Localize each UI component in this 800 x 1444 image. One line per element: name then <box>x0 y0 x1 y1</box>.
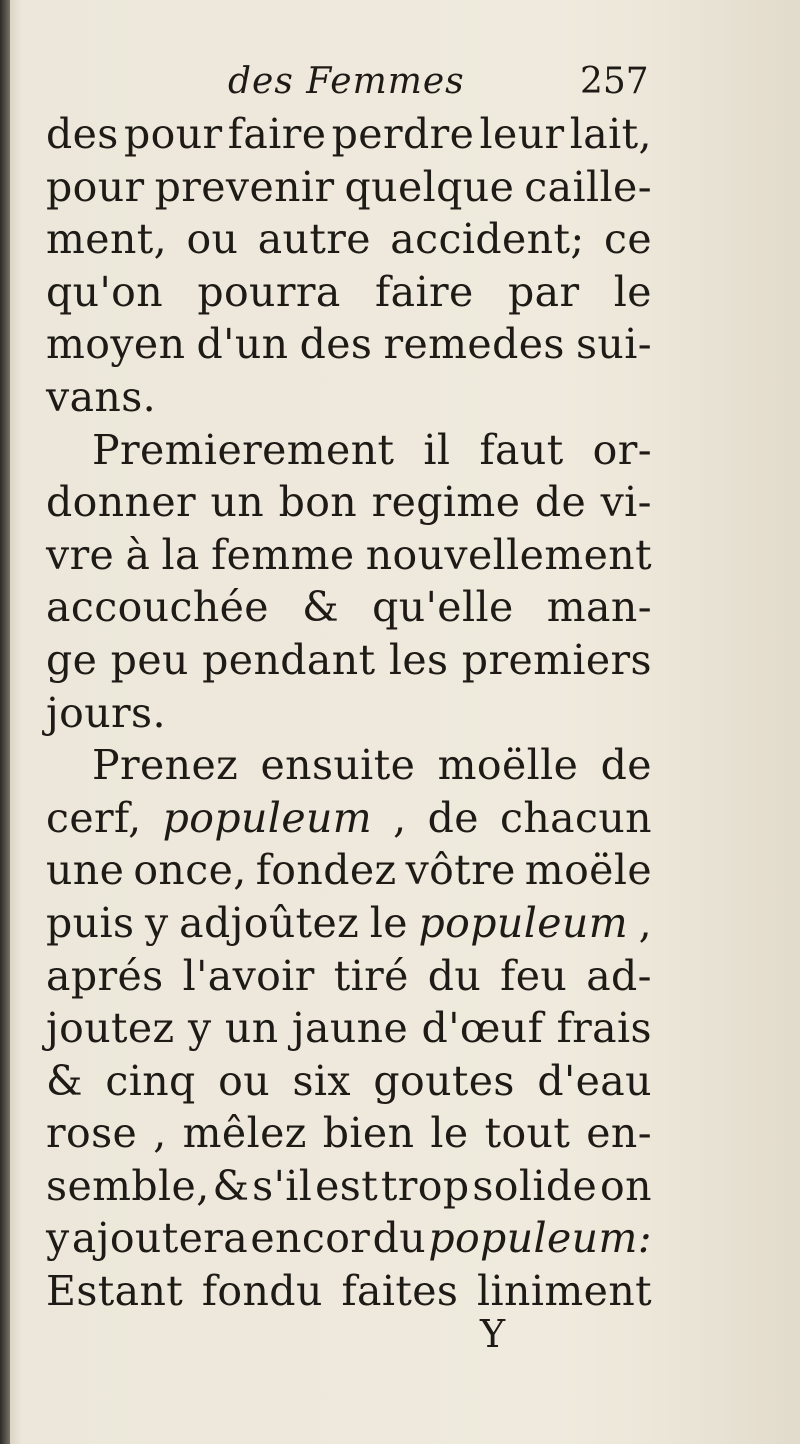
word: fondez <box>255 846 397 895</box>
word: faire <box>227 110 327 158</box>
word: de <box>600 741 652 790</box>
word: cerf, <box>46 793 142 842</box>
word: Premierement <box>92 425 395 474</box>
text-line <box>46 1002 652 1055</box>
word: y <box>46 1214 70 1263</box>
word-italic: populeum <box>418 898 628 947</box>
word: y <box>144 898 169 947</box>
word: y <box>187 1004 212 1053</box>
signature-mark: Y <box>480 1312 506 1356</box>
word: , <box>638 898 652 947</box>
word: ou <box>186 215 239 264</box>
text-line <box>46 371 652 424</box>
word: leur <box>479 110 565 158</box>
word: des <box>299 320 373 369</box>
word: ad- <box>586 951 652 1000</box>
word: sui- <box>575 320 652 369</box>
word: on <box>600 1161 652 1210</box>
word: à <box>125 530 151 579</box>
word: il <box>423 425 451 474</box>
text-line <box>46 950 652 1003</box>
word: encor <box>250 1214 371 1263</box>
page-number: 257 <box>580 61 649 102</box>
word: d'œuf <box>421 1004 544 1053</box>
word: man- <box>546 583 652 632</box>
word: prevenir <box>154 162 335 211</box>
word: perdre <box>331 110 475 158</box>
word: ensuite <box>260 741 416 790</box>
word: donner <box>46 478 197 527</box>
word: moyen <box>46 320 186 369</box>
word: du <box>372 1214 427 1263</box>
word: & <box>46 1056 83 1105</box>
word: qu'elle <box>372 583 514 632</box>
word: moëlle <box>437 741 579 790</box>
word: , <box>153 1109 167 1158</box>
word: faut <box>479 425 564 474</box>
word: jaune <box>291 1004 409 1053</box>
word: regime <box>371 478 521 527</box>
word: femme <box>211 530 355 579</box>
word: solide <box>472 1161 598 1210</box>
text-line <box>46 318 652 371</box>
word: cinq <box>105 1056 196 1105</box>
text-line <box>46 739 652 792</box>
word: & <box>212 1161 250 1210</box>
word: & <box>302 583 340 632</box>
word: un <box>224 1004 279 1053</box>
word: d'un <box>196 320 289 369</box>
text-line <box>46 476 652 529</box>
word: joutez <box>46 1004 175 1053</box>
word: la <box>161 530 200 579</box>
word: de <box>427 793 479 842</box>
word-italic: populeum: <box>428 1214 652 1263</box>
word: qu'on <box>46 267 164 316</box>
text-line <box>46 634 652 687</box>
word: vans. <box>46 372 157 421</box>
word: vi- <box>600 478 652 527</box>
text-line <box>46 266 652 319</box>
word: Prenez <box>92 741 239 790</box>
word: feu <box>500 951 568 1000</box>
text-line <box>46 424 652 477</box>
body-text <box>46 108 652 1318</box>
word: le <box>369 898 408 947</box>
running-title: des Femmes <box>228 61 465 102</box>
word: quelque <box>344 162 515 211</box>
word: une <box>46 846 125 895</box>
word: bon <box>278 478 358 527</box>
word: ge <box>46 635 98 684</box>
text-line <box>46 161 652 214</box>
word: chacun <box>499 793 652 842</box>
word: ment, <box>46 215 168 264</box>
word: de <box>534 478 587 527</box>
word: adjoûtez <box>179 898 360 947</box>
word: vre <box>46 530 115 579</box>
text-line <box>46 581 652 634</box>
word: rose <box>46 1109 138 1158</box>
word: pour <box>124 110 223 158</box>
word: le <box>430 1109 469 1158</box>
word: les <box>388 635 449 684</box>
text-line <box>46 844 652 897</box>
binding-shadow <box>0 0 10 1444</box>
text-line <box>46 897 652 950</box>
word: goutes <box>373 1056 515 1105</box>
word: once, <box>133 846 247 895</box>
word: ajoutera <box>71 1214 249 1263</box>
word: en- <box>586 1109 652 1158</box>
word: l'avoir <box>182 951 315 1000</box>
word: des <box>46 110 119 158</box>
word: tout <box>484 1109 571 1158</box>
word: , <box>393 793 407 842</box>
word: faire <box>375 267 474 316</box>
word: autre <box>257 215 371 264</box>
word: accouchée <box>46 583 269 632</box>
word: du <box>427 951 482 1000</box>
text-line <box>46 1212 652 1265</box>
text-line <box>46 1055 652 1108</box>
word: accident; <box>390 215 585 264</box>
word: pour <box>46 162 145 211</box>
word: puis <box>46 898 135 947</box>
word: vôtre <box>405 846 516 895</box>
word: par <box>507 267 580 316</box>
word: peu <box>110 635 189 684</box>
word: frais <box>556 1004 652 1053</box>
word: nouvellement <box>365 530 652 579</box>
text-line <box>46 792 652 845</box>
text-line <box>46 1107 652 1160</box>
word: remedes <box>383 320 565 369</box>
page-header <box>0 60 800 110</box>
page-edge-shading <box>660 0 800 1444</box>
word: le <box>613 267 652 316</box>
word: fondu <box>201 1267 323 1316</box>
word: tiré <box>333 951 409 1000</box>
word: premiers <box>461 635 652 684</box>
word: semble, <box>46 1161 210 1210</box>
word: aprés <box>46 951 164 1000</box>
word: liniment <box>477 1267 652 1316</box>
word: jours. <box>46 688 166 737</box>
word: trop <box>380 1161 470 1210</box>
word: six <box>292 1056 351 1105</box>
text-line <box>46 1160 652 1213</box>
word: un <box>210 478 265 527</box>
word: faites <box>341 1267 459 1316</box>
word: caille- <box>524 162 652 211</box>
text-line <box>46 1265 652 1318</box>
text-line <box>46 687 652 740</box>
word: pourra <box>197 267 341 316</box>
word: est <box>315 1161 379 1210</box>
word: lait, <box>569 110 652 158</box>
word: or- <box>592 425 652 474</box>
word: bien <box>322 1109 415 1158</box>
word-italic: populeum <box>162 793 373 842</box>
word: Estant <box>46 1267 184 1316</box>
word: ou <box>218 1056 270 1105</box>
word: d'eau <box>537 1056 652 1105</box>
text-line <box>46 213 652 266</box>
word: s'il <box>252 1161 313 1210</box>
word: pendant <box>202 635 376 684</box>
word: ce <box>603 215 652 264</box>
text-line <box>46 529 652 582</box>
word: moële <box>524 846 652 895</box>
text-line <box>46 108 652 161</box>
word: mêlez <box>182 1109 307 1158</box>
